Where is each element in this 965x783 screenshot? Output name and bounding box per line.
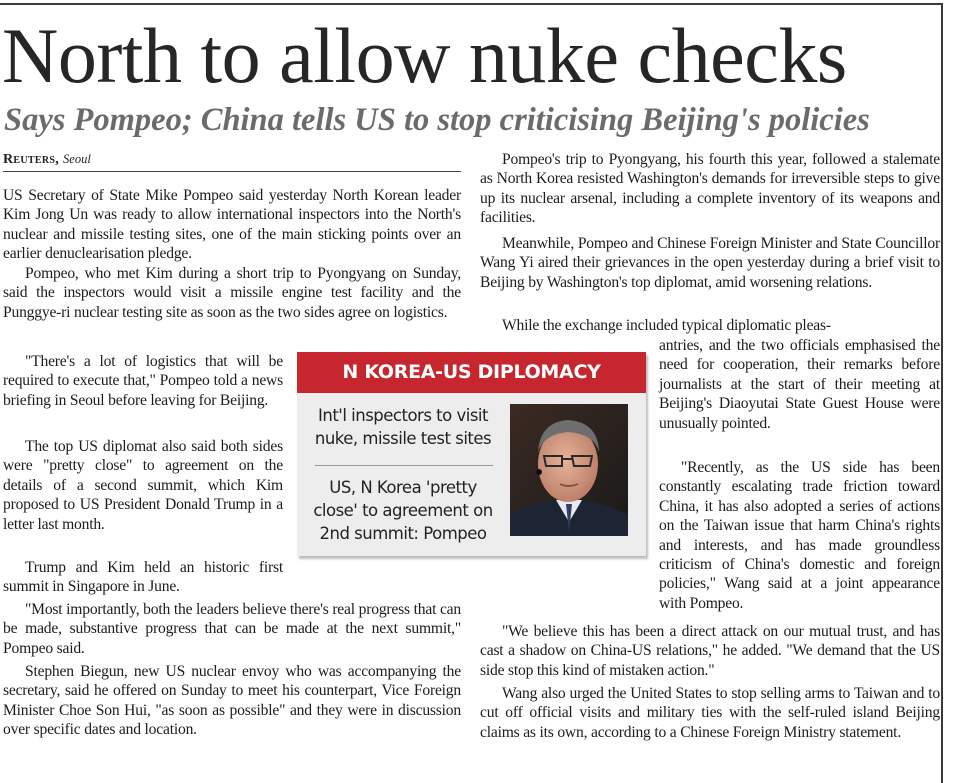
byline [3,152,91,168]
right-paragraph-5: "We believe this has been a direct attack on our mutual trust, and has cast a shadow on China-US relations," he added. "We demand that the US side stop this kind of mistaken action." [480,623,940,679]
byline-rule [3,171,461,172]
right-paragraph-4: "Recently, as the US side has been constantly escalating trade friction toward China, it has also adopted a series of actions on the Taiwan issue that harm China's rights and interests, and has made groundless criticism of China's domestic and foreign policies," Wang said at a joint appearance with Pompeo. [659,459,940,612]
left-paragraph-1: US Secretary of State Mike Pompeo said yesterday North Korean leader Kim Jong Un was ready to allow international inspectors into the North's nuclear and missile testing sites, one of the main sticking points over an earlier denuclearisation pledge. [3,187,461,263]
right-border [941,3,943,783]
right-paragraph-3: antries, and the two officials emphasised the need for cooperation, their remarks before journalists at the start of their meeting at Beijing's Diaoyutai State Guest House were unusually pointed. [659,337,940,432]
infobox [297,352,646,556]
right-paragraph-1: Pompeo's trip to Pyongyang, his fourth this year, followed a stalemate as North Korea resisted Washington's demands for irreversible steps to give up its nuclear arsenal, including a complete inventory of its weapons and facilities. [480,151,940,227]
infobox-point-2: US, N Korea 'pretty close' to agreement on 2nd summit: Pompeo [313,478,493,543]
right-paragraph-3-lead: While the exchange included typical diplomatic pleas- [502,317,831,334]
portrait-photo [510,404,628,536]
headline: North to allow nuke checks [2,12,847,99]
right-paragraph-6: Wang also urged the United States to stop selling arms to Taiwan and to cut off official visits and military ties with the self-ruled island Beijing claims as its own, according to a Chinese Foreign Ministry statement. [480,685,940,741]
infobox-point-1: Int'l inspectors to visit nuke, missile test sites [314,406,492,448]
left-paragraph-3: "There's a lot of logistics that will be required to execute that," Pompeo told a news briefing in Seoul before leaving for Beijing. [3,353,283,409]
infobox-title: N KOREA-US DIPLOMACY [297,352,646,393]
left-paragraph-4: The top US diplomat also said both sides were "pretty close" to agreement on the details of a second summit, which Kim proposed to US President Donald Trump in a letter last month. [3,438,283,533]
left-paragraph-2: Pompeo, who met Kim during a short trip to Pyongyang on Sunday, said the inspectors would visit a missile engine test facility and the Punggye-ri nuclear testing site as soon as the two sides agree on logistics. [3,265,461,321]
right-paragraph-2: Meanwhile, Pompeo and Chinese Foreign Minister and State Councillor Wang Yi aired their grievances in the open yesterday during a brief visit to Beijing by Washington's top diplomat, amid worsening relations. [480,235,940,291]
left-paragraph-7: Stephen Biegun, new US nuclear envoy who was accompanying the secretary, said he offered on Sunday to meet his counterpart, Vice Foreign Minister Choe Son Hui, "as soon as possible" and they were in discussion over specific dates and location. [3,663,461,739]
top-border [0,3,941,5]
infobox-divider [315,465,493,466]
byline-location: Seoul [63,152,91,166]
left-paragraph-5: Trump and Kim held an historic first summit in Singapore in June. [3,559,283,596]
byline-agency: Reuters, [3,152,60,167]
subheadline: Says Pompeo; China tells US to stop criticising Beijing's policies [4,102,870,138]
left-paragraph-6: "Most importantly, both the leaders believe there's real progress that can be made, substantive progress that can be made at the next summit," Pompeo said. [3,601,461,657]
